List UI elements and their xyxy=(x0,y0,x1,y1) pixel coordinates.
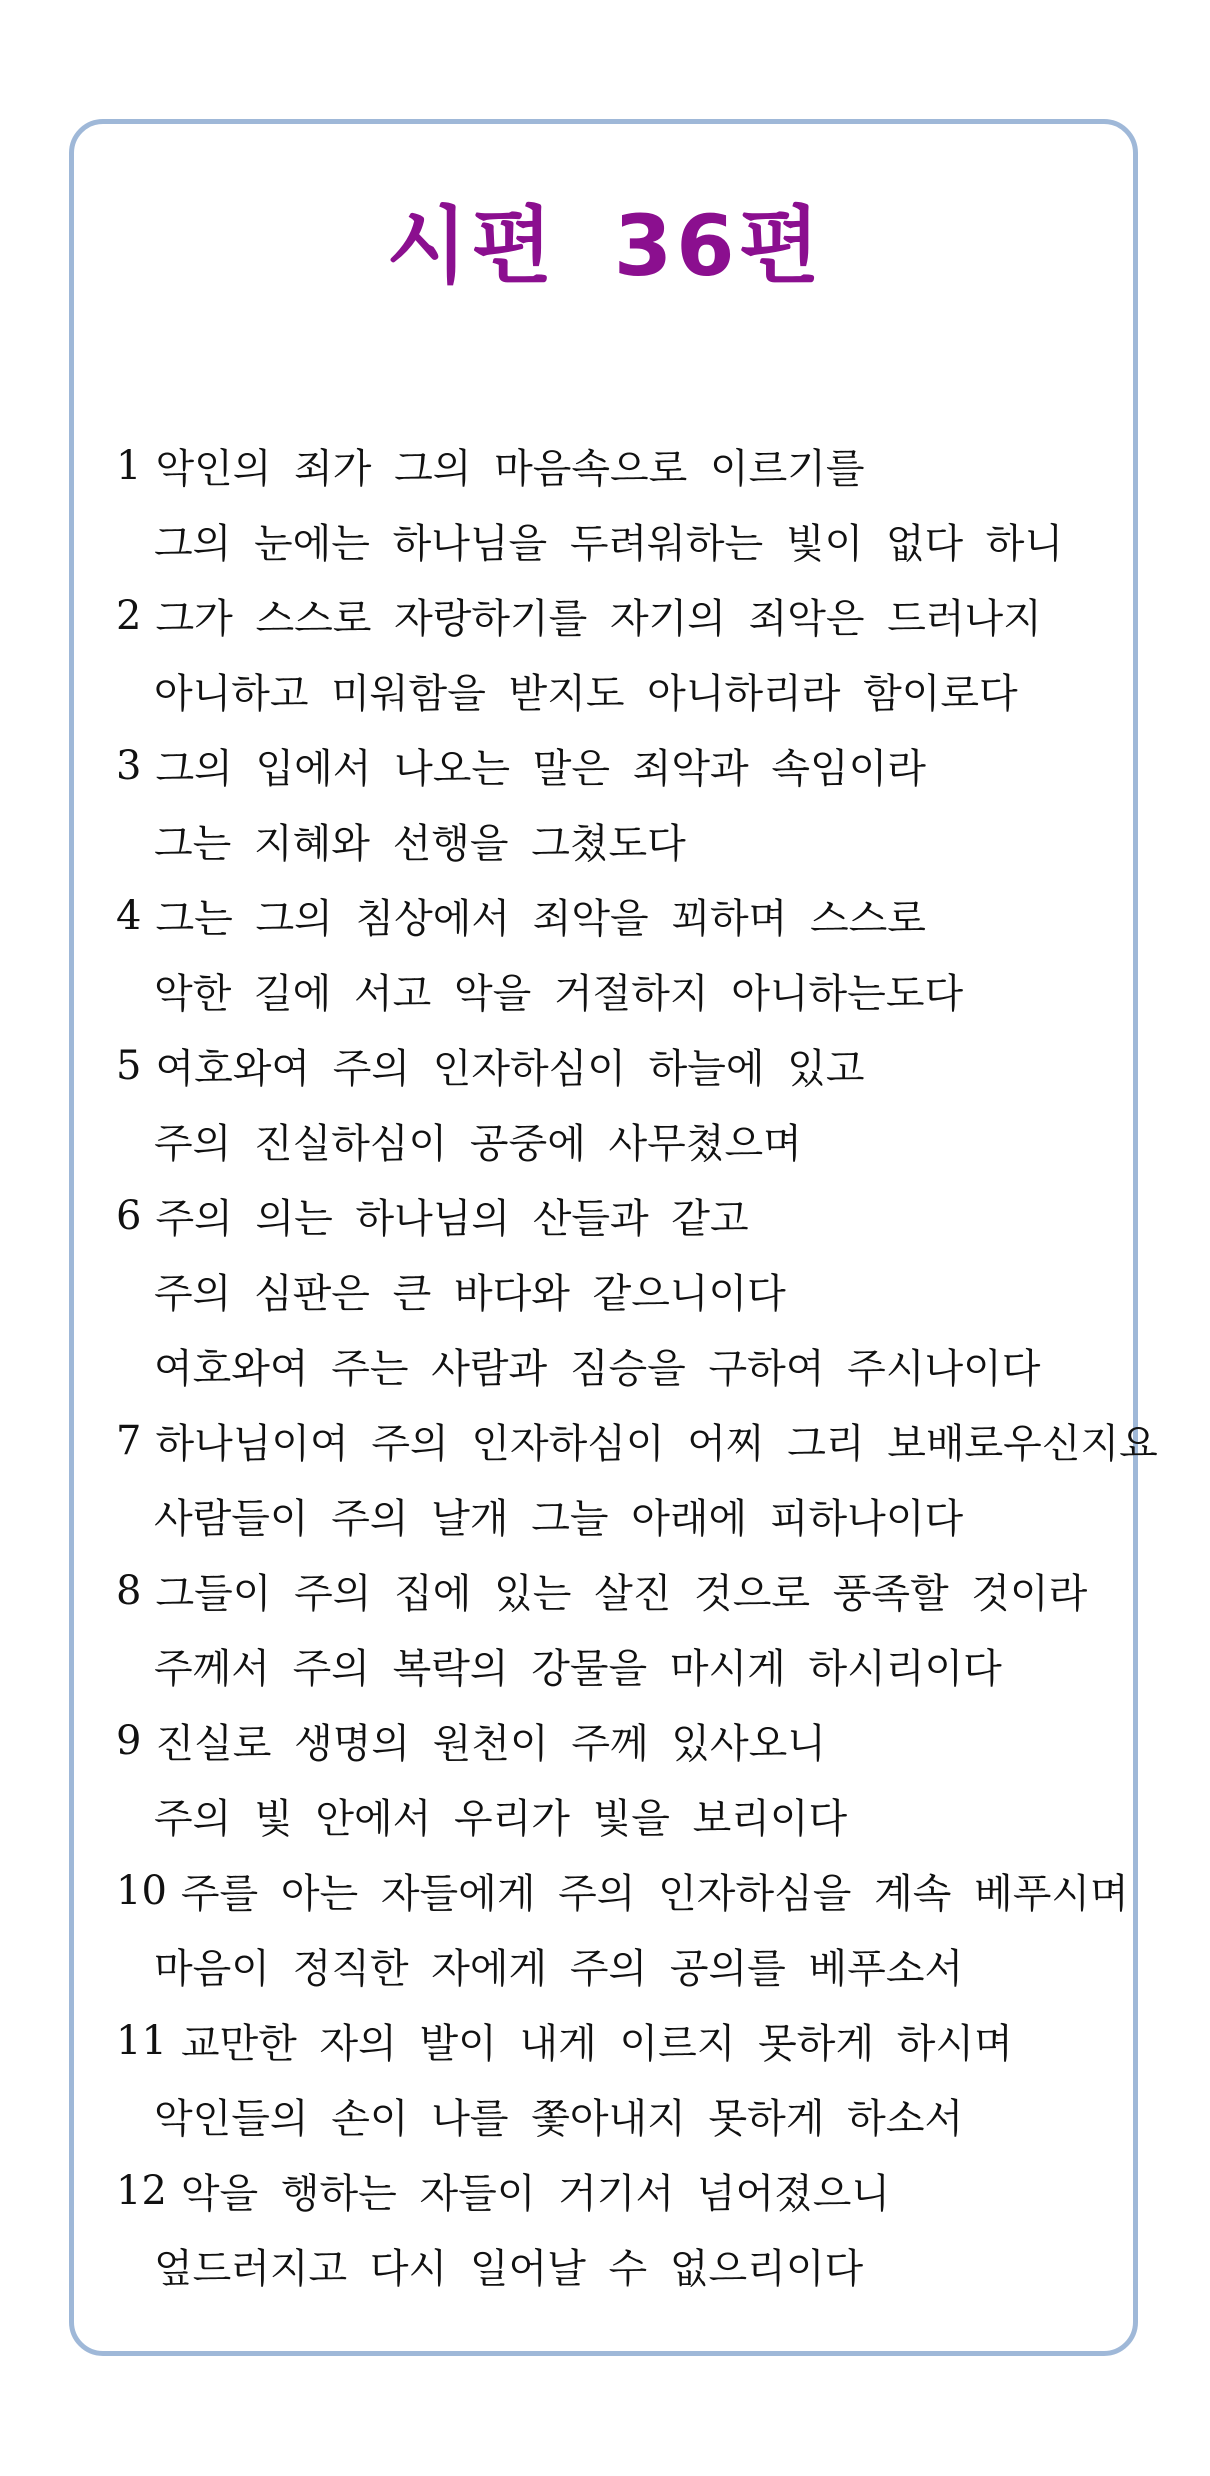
verse-number: 1 xyxy=(116,442,142,489)
verse-list xyxy=(116,428,1158,2303)
verse-number: 6 xyxy=(116,1192,142,1239)
verse-number: 4 xyxy=(116,892,142,939)
verse-text: 그의 눈에는 하나님을 두려워하는 빛이 없다 하니 xyxy=(154,521,1064,567)
verse-text: 주의 빛 안에서 우리가 빛을 보리이다 xyxy=(154,1796,848,1842)
verse-9-line-2 xyxy=(116,1778,1126,1853)
verse-number: 2 xyxy=(116,592,142,639)
verse-text: 여호와여 주는 사람과 짐승을 구하여 주시나이다 xyxy=(154,1346,1041,1392)
verse-10-line-2 xyxy=(116,1928,1126,2003)
verse-text: 악인들의 손이 나를 쫓아내지 못하게 하소서 xyxy=(154,2096,964,2142)
verse-8-line-2 xyxy=(116,1628,1126,1703)
verse-text: 그들이 주의 집에 있는 살진 것으로 풍족할 것이라 xyxy=(155,1571,1088,1617)
verse-number: 3 xyxy=(116,742,142,789)
verse-number: 11 xyxy=(116,2017,167,2064)
verse-text: 악한 길에 서고 악을 거절하지 아니하는도다 xyxy=(154,971,964,1017)
verse-text: 주께서 주의 복락의 강물을 마시게 하시리이다 xyxy=(154,1646,1002,1692)
verse-text: 악을 행하는 자들이 거기서 넘어졌으니 xyxy=(180,2171,891,2217)
verse-number: 7 xyxy=(116,1417,142,1464)
verse-4-line-1 xyxy=(116,878,1126,953)
verse-number: 8 xyxy=(116,1567,142,1614)
verse-9-line-1 xyxy=(116,1703,1126,1778)
verse-6-line-2 xyxy=(116,1253,1126,1328)
verse-text: 주의 심판은 큰 바다와 같으니이다 xyxy=(154,1271,786,1317)
verse-text: 그는 지혜와 선행을 그쳤도다 xyxy=(154,821,686,867)
verse-5-line-1 xyxy=(116,1028,1126,1103)
verse-5-line-2 xyxy=(116,1103,1126,1178)
verse-text: 마음이 정직한 자에게 주의 공의를 베푸소서 xyxy=(154,1946,964,1992)
verse-3-line-2 xyxy=(116,803,1126,878)
verse-1-line-2 xyxy=(116,503,1126,578)
verse-1-line-1 xyxy=(116,428,1126,503)
verse-12-line-2 xyxy=(116,2228,1126,2303)
verse-text: 그가 스스로 자랑하기를 자기의 죄악은 드러나지 xyxy=(155,596,1042,642)
verse-text: 교만한 자의 발이 내게 이르지 못하게 하시며 xyxy=(180,2021,1013,2067)
verse-12-line-1 xyxy=(116,2153,1126,2228)
verse-text: 하나님이여 주의 인자하심이 어찌 그리 보배로우신지요 xyxy=(155,1421,1158,1467)
verse-10-line-1 xyxy=(116,1853,1129,1928)
verse-3-line-1 xyxy=(116,728,1126,803)
verse-6-line-1 xyxy=(116,1178,1126,1253)
verse-text: 그의 입에서 나오는 말은 죄악과 속임이라 xyxy=(155,746,926,792)
verse-text: 진실로 생명의 원천이 주께 있사오니 xyxy=(155,1721,826,1767)
verse-number: 10 xyxy=(116,1867,167,1914)
verse-text: 여호와여 주의 인자하심이 하늘에 있고 xyxy=(155,1046,865,1092)
verse-text: 아니하고 미워함을 받지도 아니하리라 함이로다 xyxy=(154,671,1018,717)
verse-11-line-1 xyxy=(116,2003,1126,2078)
verse-text: 주의 의는 하나님의 산들과 같고 xyxy=(155,1196,749,1242)
verse-text: 악인의 죄가 그의 마음속으로 이르기를 xyxy=(155,446,865,492)
verse-2-line-1 xyxy=(116,578,1126,653)
verse-text: 엎드러지고 다시 일어날 수 없으리이다 xyxy=(154,2246,864,2292)
verse-number: 9 xyxy=(116,1717,142,1764)
verse-11-line-2 xyxy=(116,2078,1126,2153)
verse-number: 12 xyxy=(116,2167,167,2214)
verse-7-line-1 xyxy=(116,1403,1158,1478)
verse-4-line-2 xyxy=(116,953,1126,1028)
verse-6-line-3 xyxy=(116,1328,1126,1403)
verse-2-line-2 xyxy=(116,653,1126,728)
verse-number: 5 xyxy=(116,1042,142,1089)
verse-text: 그는 그의 침상에서 죄악을 꾀하며 스스로 xyxy=(155,896,926,942)
page-title: 시편 36편 xyxy=(386,197,824,295)
verse-text: 주를 아는 자들에게 주의 인자하심을 계속 베푸시며 xyxy=(180,1871,1129,1917)
verse-8-line-1 xyxy=(116,1553,1126,1628)
verse-text: 주의 진실하심이 공중에 사무쳤으며 xyxy=(154,1121,802,1167)
verse-text: 사람들이 주의 날개 그늘 아래에 피하나이다 xyxy=(154,1496,964,1542)
verse-7-line-2 xyxy=(116,1478,1126,1553)
